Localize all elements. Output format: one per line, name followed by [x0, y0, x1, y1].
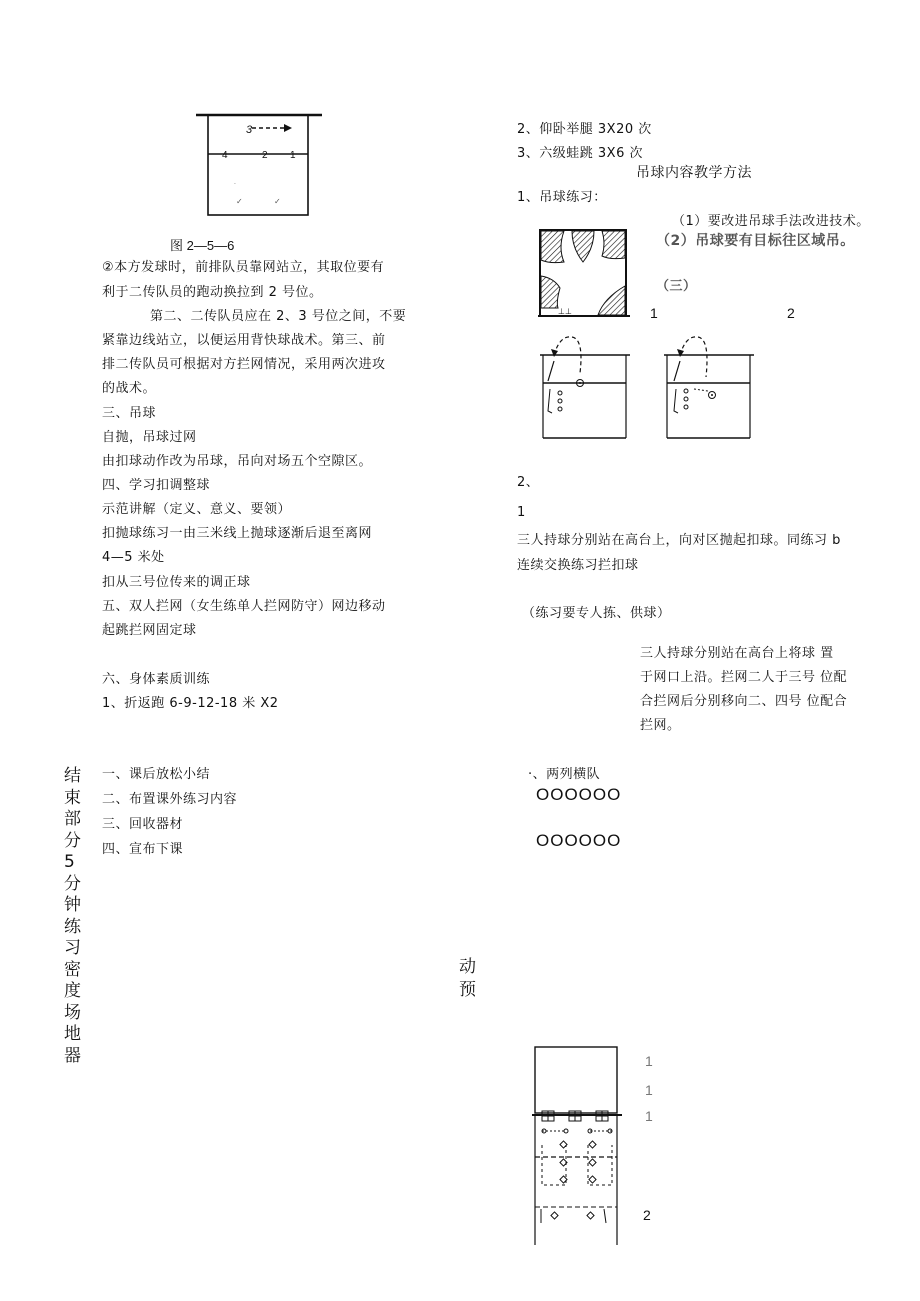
note-3: （三） [656, 279, 697, 294]
drop-zones-court-diagram [538, 228, 630, 320]
court-side-label-1: 1 [645, 1053, 653, 1069]
text-line-4: 紧靠边线站立，以便运用背快球战术。第三、前 [102, 333, 386, 348]
section-heading-block: 五、双人拦网（女生练单人拦网防守）网边移动 [102, 599, 386, 614]
practice-diagram-1 [540, 333, 636, 439]
para3-line1: 三人持球分别站在高台上将球 置 [640, 646, 834, 661]
end-item-4: 四、宣布下课 [102, 842, 184, 857]
end-item-2: 二、布置课外练习内容 [102, 792, 238, 807]
section-heading-fitness: 六、身体素质训练 [102, 672, 211, 687]
text-line-16: 起跳拦网固定球 [102, 623, 197, 638]
practice-diagram-2 [664, 333, 760, 439]
text-line-12: 扣抛球练习一由三米线上抛球逐渐后退至离网 [102, 526, 373, 541]
section-heading-adjust: 四、学习扣调整球 [102, 478, 211, 493]
drop-practice-label: 1、吊球练习： [517, 190, 607, 205]
text-line-3: 第二、二传队员应在 2、3 号位之间，不要 [150, 309, 407, 324]
para1-line1: 三人持球分别站在高台上，向对区抛起扣球。同练习 b [517, 533, 841, 548]
figure-number-1: 1 [650, 305, 658, 321]
para3-line4: 拦网。 [640, 718, 681, 733]
text-line-14: 扣从三号位传来的调正球 [102, 575, 251, 590]
para1-line2: 连续交换练习拦扣球 [517, 558, 639, 573]
svg-text:⊥⊥: ⊥⊥ [558, 307, 572, 316]
para2: （练习要专人拣、供球） [522, 606, 671, 621]
text-line-1: ②本方发球时，前排队员靠网站立，其取位要有 [102, 260, 385, 275]
fitness-item-3: 3、六级蛙跳 3X6 次 [517, 146, 643, 161]
svg-text:✓: ✓ [236, 197, 243, 206]
figure-number-2: 2 [787, 305, 795, 321]
end-item-3: 三、回收器材 [102, 817, 184, 832]
fig-label-pos4: 4 [222, 150, 228, 161]
text-line-13: 4—5 米处 [102, 550, 165, 565]
text-line-2: 利于二传队员的跑动换拉到 2 号位。 [102, 285, 323, 300]
fig-label-pos3: 3 [246, 124, 253, 136]
fitness-item-2: 2、仰卧举腿 3X20 次 [517, 122, 652, 137]
note-1: （1）要改进吊球手法改进技术。 [672, 214, 870, 229]
note-2: （2）吊球要有目标往区域吊。 [656, 233, 855, 249]
section-heading-drop-method: 吊球内容教学方法 [636, 165, 752, 181]
fig-label-pos1: 1 [290, 150, 296, 161]
text-line-6: 的战术。 [102, 381, 157, 396]
side-label-end-section: 结束部分5分钟练习密度场地器 [64, 766, 81, 1066]
court-diagram-2-5-6 [196, 112, 326, 216]
formation-row-2: OOOOOO [536, 831, 622, 850]
formation-row-1: OOOOOO [536, 785, 622, 804]
para3-line2: 于网口上沿。拦网二人于三号 位配 [640, 670, 848, 685]
court-side-label-3: 1 [645, 1108, 653, 1124]
item-1-label: 1 [517, 505, 526, 520]
svg-text:✓: ✓ [274, 197, 281, 206]
text-line-5: 排二传队员可根据对方拦网情况，采用两次进攻 [102, 357, 386, 372]
figure-caption: 图 2—5—6 [170, 238, 235, 253]
text-line-9: 由扣球动作改为吊球，吊向对场五个空隙区。 [102, 454, 373, 469]
formation-label: ·、两列横队 [528, 767, 601, 782]
mid-char-2: 预 [459, 980, 477, 1000]
fig-label-pos2: 2 [262, 150, 268, 161]
blocking-drill-diagram [532, 1045, 632, 1245]
section-heading-drop: 三、吊球 [102, 406, 157, 421]
svg-text:·: · [234, 181, 236, 188]
end-item-1: 一、课后放松小结 [102, 767, 211, 782]
court-side-label-2: 1 [645, 1082, 653, 1098]
court-number-2: 2 [643, 1207, 651, 1223]
mid-char-1: 动 [459, 957, 477, 977]
text-line-11: 示范讲解（定义、意义、要领） [102, 502, 292, 517]
item-2-label: 2、 [517, 475, 540, 490]
text-line-8: 自抛，吊球过网 [102, 430, 197, 445]
text-line-18: 1、折返跑 6-9-12-18 米 X2 [102, 696, 279, 711]
para3-line3: 合拦网后分别移向二、四号 位配合 [640, 694, 848, 709]
